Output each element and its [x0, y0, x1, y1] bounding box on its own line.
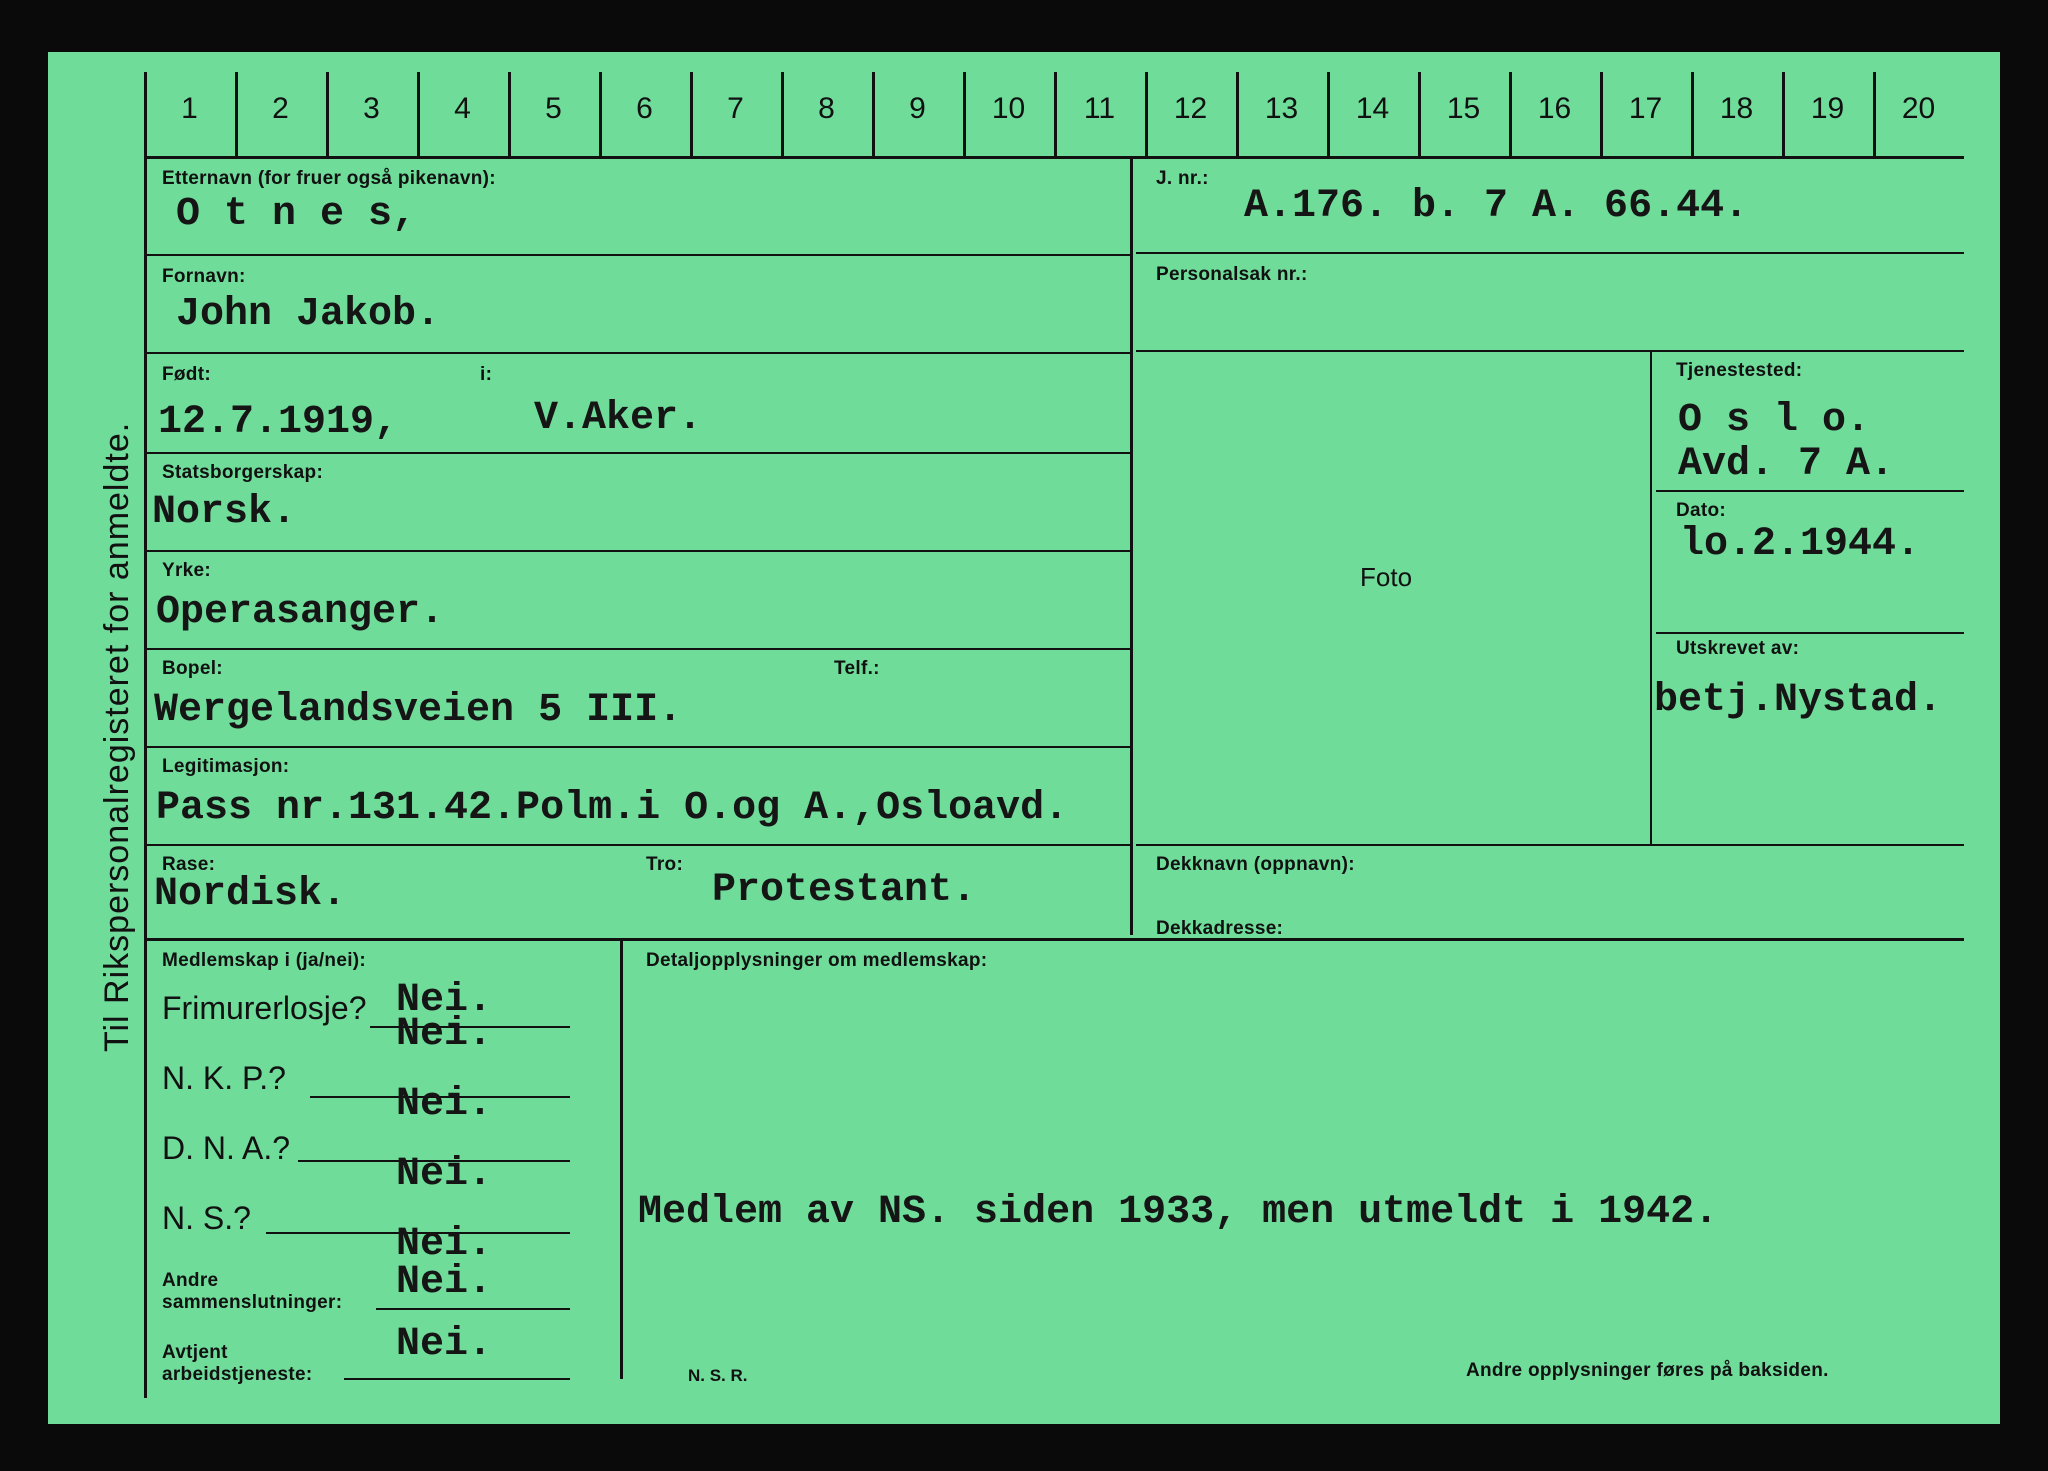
tjenestested-value-1: O s l o. [1678, 398, 1871, 443]
column-divider [326, 72, 329, 156]
dato-value: lo.2.1944. [1680, 522, 1921, 567]
column-number: 6 [636, 92, 653, 125]
bottom-divider [620, 941, 623, 1379]
column-number: 20 [1901, 92, 1936, 125]
ns-answer: Nei. [396, 1222, 493, 1267]
foto-label: Foto [1360, 562, 1413, 592]
column-number: 19 [1810, 92, 1845, 125]
column-divider [1327, 72, 1330, 156]
fornavn-value: John Jakob. [176, 292, 441, 337]
bopel-label: Bopel: [162, 658, 223, 679]
column-divider [1236, 72, 1239, 156]
rule [1656, 632, 1964, 634]
ns-label: N. S.? [162, 1200, 251, 1236]
nkp-answer: Nei. [396, 1082, 493, 1127]
header-rule [144, 156, 1964, 159]
dekknavn-label: Dekknavn (oppnavn): [1156, 854, 1355, 875]
fodt-label: Født: [162, 364, 211, 385]
rase-value: Nordisk. [154, 872, 347, 917]
column-divider [1691, 72, 1694, 156]
column-number: 9 [909, 92, 926, 125]
detaljer-value: Medlem av NS. siden 1933, men utmeldt i 1942. [638, 1190, 1719, 1235]
left-margin-line [144, 72, 147, 1398]
column-number: 7 [727, 92, 744, 125]
dna-label: D. N. A.? [162, 1130, 291, 1166]
etternavn-label: Etternavn (for fruer også pikenavn): [162, 168, 496, 189]
andre-answer: Nei. [396, 1260, 493, 1305]
avtjent-label-1: Avtjent [162, 1342, 228, 1363]
i-label: i: [480, 364, 493, 385]
nkp-label: N. K. P.? [162, 1060, 286, 1096]
frimurerlosje-label: Frimurerlosje? [162, 990, 367, 1026]
column-divider [1509, 72, 1512, 156]
dna-answer: Nei. [396, 1152, 493, 1197]
rule [144, 550, 1130, 552]
answer-line [344, 1378, 570, 1380]
side-text: Til Rikspersonalregisteret for anmeldte. [98, 421, 136, 1052]
tjenestested-value-2: Avd. 7 A. [1678, 442, 1895, 487]
column-divider [1418, 72, 1421, 156]
column-number: 10 [991, 92, 1026, 125]
column-divider [872, 72, 875, 156]
column-number: 17 [1628, 92, 1663, 125]
rule [144, 746, 1130, 748]
column-divider [1782, 72, 1785, 156]
jnr-value: A.176. b. 7 A. 66.44. [1244, 184, 1749, 229]
rule [1656, 490, 1964, 492]
andre-label-2: sammenslutninger: [162, 1292, 343, 1313]
column-divider [1873, 72, 1876, 156]
telf-label: Telf.: [834, 658, 880, 679]
statsborgerskap-label: Statsborgerskap: [162, 462, 324, 483]
column-divider [508, 72, 511, 156]
fodt-dato-value: 12.7.1919, [158, 400, 399, 445]
fornavn-label: Fornavn: [162, 266, 246, 287]
column-number: 14 [1355, 92, 1390, 125]
column-number: 11 [1083, 92, 1116, 125]
etternavn-value: O t n e s, [176, 192, 417, 237]
medlemskap-label: Medlemskap i (ja/nei): [162, 950, 367, 971]
rule [144, 452, 1130, 454]
rule [144, 352, 1130, 354]
fodt-sted-value: V.Aker. [534, 396, 703, 441]
personalsak-label: Personalsak nr.: [1156, 264, 1308, 285]
foto-divider [1650, 352, 1652, 844]
avtjent-answer: Nei. [396, 1322, 493, 1367]
column-divider [781, 72, 784, 156]
dato-label: Dato: [1676, 500, 1727, 521]
rule [144, 648, 1130, 650]
detaljer-label: Detaljopplysninger om medlemskap: [646, 950, 988, 971]
utskrevet-label: Utskrevet av: [1676, 638, 1800, 659]
legitimasjon-value: Pass nr.131.42.Polm.i O.og A.,Osloavd. [156, 786, 1069, 831]
andre-opplysninger-label: Andre opplysninger føres på baksiden. [1466, 1360, 1829, 1381]
section-rule [144, 938, 1964, 941]
avtjent-label-2: arbeidstjeneste: [162, 1364, 313, 1385]
column-number: 4 [454, 92, 471, 125]
dekkadresse-label: Dekkadresse: [1156, 918, 1284, 939]
column-number: 2 [272, 92, 289, 125]
column-number: 5 [545, 92, 562, 125]
tjenestested-label: Tjenestested: [1676, 360, 1803, 381]
rule [1136, 844, 1964, 846]
utskrevet-value: betj.Nystad. [1654, 678, 1943, 723]
rule [1136, 350, 1964, 352]
column-number: 1 [181, 92, 198, 125]
column-number: 3 [363, 92, 380, 125]
column-number: 16 [1537, 92, 1572, 125]
column-divider [599, 72, 602, 156]
column-divider [963, 72, 966, 156]
column-divider [235, 72, 238, 156]
column-number: 15 [1446, 92, 1481, 125]
column-number: 18 [1719, 92, 1754, 125]
column-number: 13 [1264, 92, 1299, 125]
rule [1136, 252, 1964, 254]
column-divider [690, 72, 693, 156]
andre-label-1: Andre [162, 1270, 219, 1291]
column-number: 8 [818, 92, 835, 125]
column-divider [1145, 72, 1148, 156]
registration-card [48, 52, 2000, 1424]
legitimasjon-label: Legitimasjon: [162, 756, 290, 777]
tro-value: Protestant. [712, 868, 977, 913]
frimurerlosje-answer: Nei. [396, 978, 493, 1023]
jnr-label: J. nr.: [1156, 168, 1209, 189]
column-number: 12 [1173, 92, 1208, 125]
yrke-value: Operasanger. [156, 590, 445, 635]
answer-line [376, 1308, 570, 1310]
nsr-label: N. S. R. [688, 1366, 748, 1385]
bopel-value: Wergelandsveien 5 III. [154, 688, 683, 733]
column-divider [1054, 72, 1057, 156]
statsborgerskap-value: Norsk. [152, 490, 297, 535]
extra-nei: Nei. [396, 1012, 493, 1057]
rule [144, 254, 1130, 256]
rase-label: Rase: [162, 854, 216, 875]
yrke-label: Yrke: [162, 560, 212, 581]
rule [144, 844, 1130, 846]
column-divider [417, 72, 420, 156]
column-divider [1600, 72, 1603, 156]
middle-divider [1130, 159, 1133, 935]
tro-label: Tro: [646, 854, 684, 875]
